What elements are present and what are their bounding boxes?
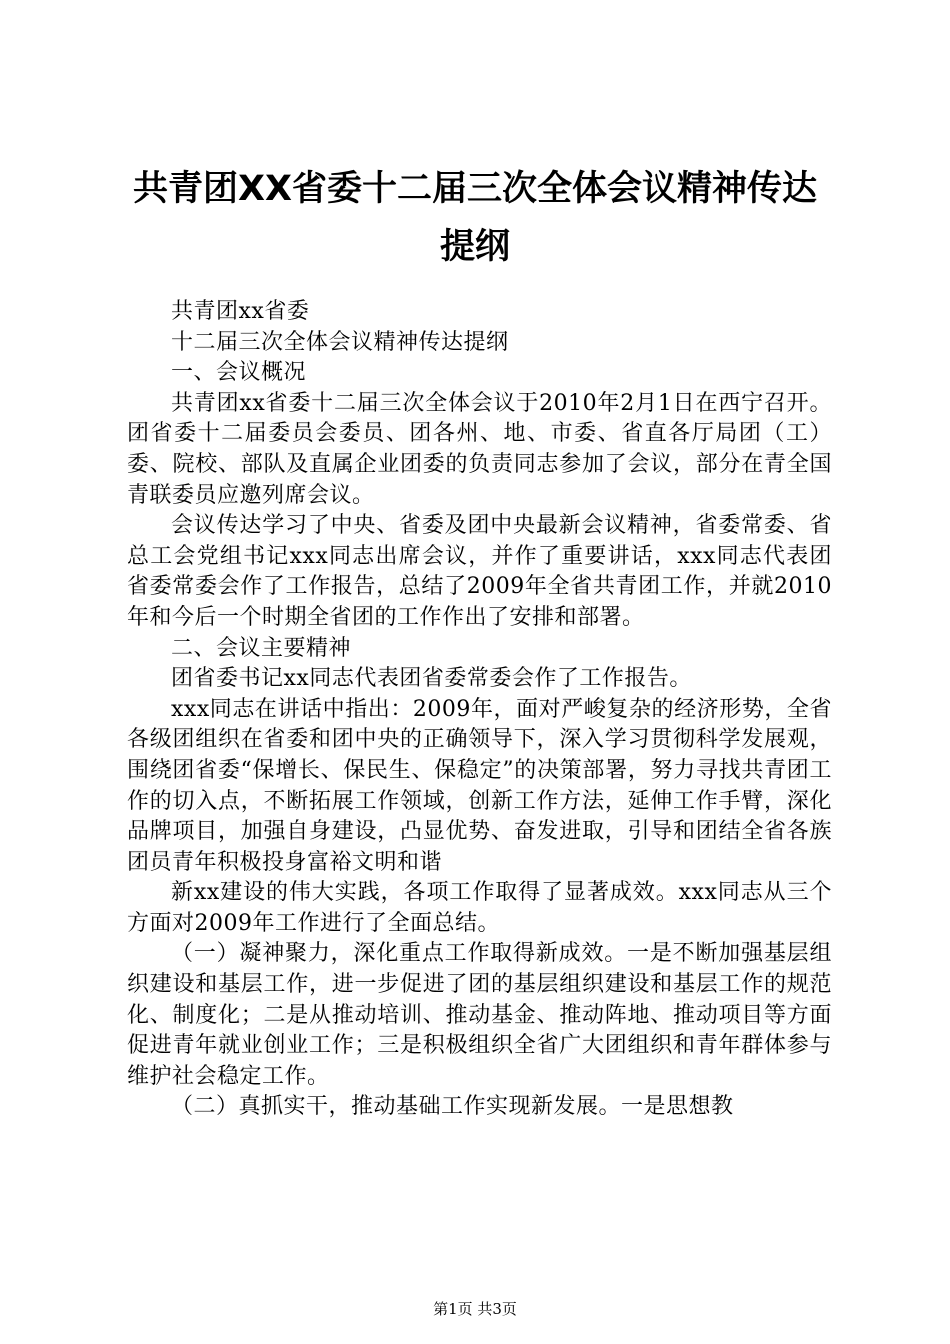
paragraph: 新xx建设的伟大实践，各项工作取得了显著成效。xxx同志从三个方面对2009年工作进行了全面总结。: [127, 880, 832, 936]
paragraph: 十二届三次全体会议精神传达提纲: [171, 329, 509, 355]
paragraph: （二）真抓实干，推动基础工作实现新发展。一是思想教: [171, 1094, 734, 1120]
document-body: [127, 297, 832, 1123]
paragraph: 团省委书记xx同志代表团省委常委会作了工作报告。: [171, 666, 692, 692]
document-title: 共青团XX省委十二届三次全体会议精神传达 提纲: [133, 169, 817, 267]
paragraph: 共青团xx省委: [171, 299, 310, 324]
section-heading: 二、会议主要精神: [171, 635, 352, 661]
paragraph: xxx同志在讲话中指出：2009年，面对严峻复杂的经济形势，全省各级团组织在省委和团中央的正确领导下，深入学习贯彻科学发展观，围绕团省委“保增长、保民生、保稳定”的决策部署，努力寻找共青团工作的切入点，不断拓展工作领域，创新工作方法，延伸工作手臂，深化品牌项目，加强自身建设，凸显优势、奋发进取，引导和团结全省各族团员青年积极投身富裕文明和谐: [127, 696, 832, 875]
section-heading: 一、会议概况: [171, 360, 307, 386]
page-footer: 第1页 共3页: [433, 1300, 517, 1318]
paragraph: 会议传达学习了中央、省委及团中央最新会议精神，省委常委、省总工会党组书记xxx同志出席会议，并作了重要讲话，xxx同志代表团省委常委会作了工作报告，总结了2009年全省共青团工作，并就2010年和今后一个时期全省团的工作作出了安排和部署。: [127, 513, 832, 630]
paragraph: （一）凝神聚力，深化重点工作取得新成效。一是不断加强基层组织建设和基层工作，进一步促进了团的基层组织建设和基层工作的规范化、制度化；二是从推动培训、推动基金、推动阵地、推动项目等方面促进青年就业创业工作；三是积极组织全省广大团组织和青年群体参与维护社会稳定工作。: [127, 941, 832, 1089]
paragraph: 共青团xx省委十二届三次全体会议于2010年2月1日在西宁召开。团省委十二届委员会委员、团各州、地、市委、省直各厅局团（工）委、院校、部队及直属企业团委的负责同志参加了会议，部分在青全国青联委员应邀列席会议。: [127, 390, 832, 508]
